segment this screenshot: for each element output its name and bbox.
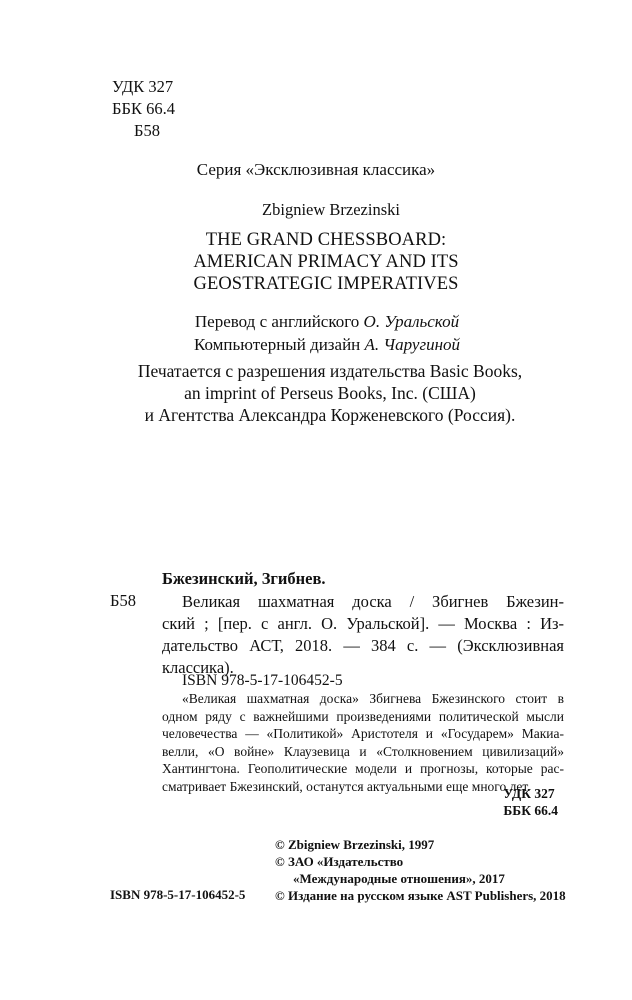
bbk-index: ББК 66.4: [503, 803, 558, 818]
bib-author: Бжезинский, Згибнев.: [162, 569, 326, 588]
annotation-line: велли, «О войне» Клаузевица и «Столкновением цивилизаций»: [162, 743, 564, 759]
bib-description: [162, 591, 564, 679]
designer-name: А. Чаругиной: [364, 335, 461, 354]
series-title: Серия «Эксклюзивная классика»: [196, 160, 436, 179]
bib-isbn: ISBN 978-5-17-106452-5: [182, 672, 343, 689]
bbk-code: ББК 66.4: [112, 99, 175, 118]
credits: [0, 310, 632, 356]
udk-index: УДК 327: [503, 786, 555, 801]
original-title-line: GEOSTRATEGIC IMPERATIVES: [193, 274, 459, 294]
bib-description-line: классика).: [162, 658, 234, 677]
original-title: [0, 229, 632, 295]
copyright-line: «Международные отношения», 2017: [293, 871, 505, 886]
annotation: [162, 690, 564, 795]
annotation-line: человечества — «Политикой» Аристотеля и «Государем» Макиа-: [162, 726, 564, 741]
bib-description-line: Великая шахматная доска / Збигнев Бжезин-: [182, 592, 564, 611]
annotation-line: Хантингтона. Геополитические модели и прогнозы, которые рас-: [162, 761, 564, 776]
translator-name: О. Уральской: [363, 312, 460, 331]
bib-description-line: дательство АСТ, 2018. — 384 с. — (Эксклюзивная: [162, 636, 564, 655]
permission-line: an imprint of Perseus Books, Inc. (США): [184, 383, 476, 403]
annotation-line: «Великая шахматная доска» Збигнева Бжезинского стоит в: [182, 691, 564, 706]
permission-line: и Агентства Александра Корженевского (Россия).: [144, 405, 516, 425]
isbn-bottom: ISBN 978-5-17-106452-5: [110, 887, 246, 902]
translation-credit: [22, 310, 632, 333]
author-code: Б58: [134, 121, 160, 140]
classification-codes: [112, 76, 175, 142]
udk-code: УДК 327: [112, 77, 174, 96]
copyright-block: [275, 836, 566, 904]
design-label: Компьютерный дизайн: [193, 335, 365, 354]
original-title-line: AMERICAN PRIMACY AND ITS: [193, 252, 459, 272]
bib-author-code: Б58: [110, 591, 136, 610]
permission-notice: [0, 360, 632, 426]
copyright-line: © ЗАО «Издательство: [275, 854, 404, 869]
design-credit: [22, 333, 632, 356]
translation-label: Перевод с английского: [194, 312, 364, 331]
annotation-line: сматривает Бжезинский, останутся актуальными еще много лет.: [162, 778, 531, 794]
original-author: Zbigniew Brzezinski: [262, 200, 400, 219]
permission-line: Печатается с разрешения издательства Basic Books,: [137, 361, 523, 381]
copyright-line: © Zbigniew Brzezinski, 1997: [275, 837, 435, 852]
bib-description-line: ский ; [пер. с англ. О. Уральской]. — Москва : Из-: [162, 614, 564, 633]
original-title-line: THE GRAND CHESSBOARD:: [205, 230, 447, 250]
copyright-line: © Издание на русском языке AST Publishers, 2018: [275, 888, 566, 903]
index-codes: [503, 785, 558, 819]
annotation-line: одном ряду с важнейшими произведениями политической мысли: [162, 708, 564, 724]
